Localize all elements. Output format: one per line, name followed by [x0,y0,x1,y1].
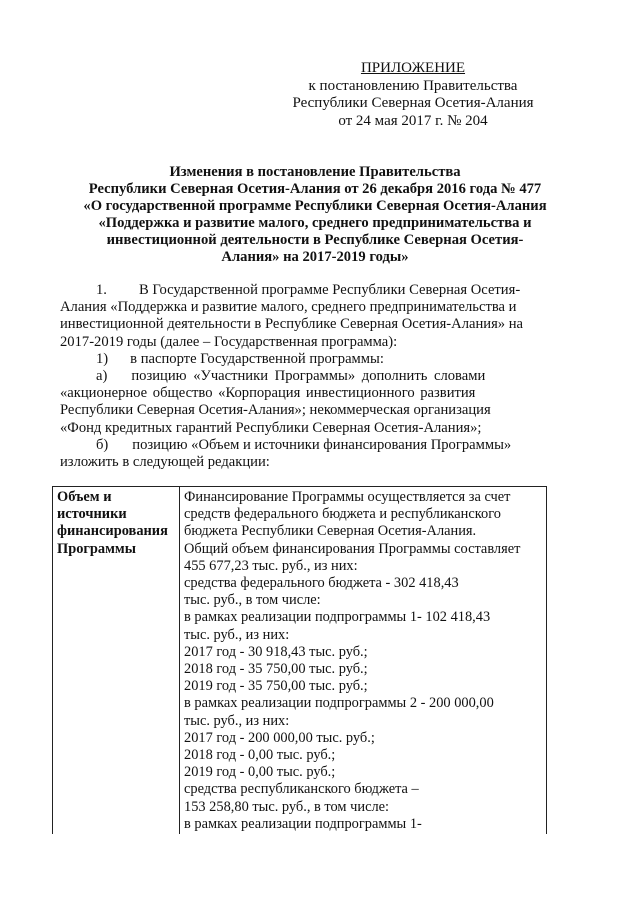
paragraph-1-line: инвестиционной деятельности в Республике Северная Осетия-Алания» на [60,316,524,333]
document-body [60,282,535,471]
table-label-line: Объем и [57,489,112,505]
table-content-line: Общий объем финансирования Программы составляет [184,540,521,557]
financing-table [52,486,547,834]
subitem-b-line [60,437,535,454]
item-text: в паспорте Государственной программы: [130,350,384,367]
paragraph-text: В Государственной программе Республики Северная Осетия- [138,282,521,298]
appendix-line-3: от 24 мая 2017 г. № 204 [338,112,488,129]
subitem-letter: б) [96,436,109,453]
table-content-line: тыс. руб., из них: [184,712,290,729]
paragraph-1-line: Алания «Поддержка и развитие малого, среднего предпринимательства и [60,299,517,316]
heading-line: Республики Северная Осетия-Алания от 26 декабря 2016 года № 477 [88,181,542,197]
subitem-a-line [60,368,535,385]
subitem-a-line: «акционерное общество «Корпорация инвестиционного развития [60,385,476,402]
subitem-a-line: «Фонд кредитных гарантий Республики Северная Осетия-Алания»; [60,419,482,436]
table-content-line: в рамках реализации подпрограммы 1- [184,815,422,832]
appendix-line-1: к постановлению Правительства [308,77,518,94]
table-label-line: источники [57,506,127,523]
table-content-line: 2018 год - 35 750,00 тыс. руб.; [184,661,368,678]
table-content-line: тыс. руб., в том числе: [184,592,321,609]
appendix-line-2: Республики Северная Осетия-Алания [292,95,534,111]
table-content-line: в рамках реализации подпрограммы 2 - 200 000,00 [184,695,494,712]
table-content-line: 2019 год - 35 750,00 тыс. руб.; [184,678,368,695]
table-content-line: средства федерального бюджета - 302 418,43 [184,575,459,592]
table-content-line: Финансирование Программы осуществляется за счет [184,489,511,505]
subitem-a-line: Республики Северная Осетия-Алания»; некоммерческая организация [60,402,491,419]
document-heading [60,164,570,266]
heading-line: «О государственной программе Республики Северная Осетия-Алания [83,198,547,214]
heading-line: Изменения в постановление Правительства [169,164,461,180]
subitem-text: позицию «Участники Программы» дополнить словами [131,368,486,385]
subitem-b-line: изложить в следующей редакции: [60,454,270,471]
appendix-title: ПРИЛОЖЕНИЕ [360,60,466,76]
table-row [53,487,547,835]
table-content-line: 2017 год - 30 918,43 тыс. руб.; [184,643,368,660]
appendix-block [278,60,548,130]
table-content-line: 2018 год - 0,00 тыс. руб.; [184,747,336,764]
subitem-letter: а) [96,368,108,385]
table-content-line: 455 677,23 тыс. руб., из них: [184,557,358,574]
table-content-line: 2017 год - 200 000,00 тыс. руб.; [184,729,375,746]
paragraph-number: 1. [96,282,107,298]
table-content-cell [180,487,547,835]
subitem-text: позицию «Объем и источники финансирования Программы» [132,436,512,453]
heading-line: «Поддержка и развитие малого, среднего предпринимательства и [98,215,532,231]
heading-line: Алания» на 2017-2019 годы» [221,249,409,265]
table-label-line: Программы [57,540,136,557]
table-label-line: финансирования [57,523,168,540]
table-content-line: 2019 год - 0,00 тыс. руб.; [184,764,336,781]
paragraph-1-line: 2017-2019 годы (далее – Государственная программа): [60,333,398,350]
table-content-line: тыс. руб., из них: [184,626,290,643]
table-content-line: 153 258,80 тыс. руб., в том числе: [184,798,390,815]
table-content-line: средства республиканского бюджета – [184,781,419,798]
item-number: 1) [96,350,109,367]
item-1-line [60,351,535,368]
paragraph-1-line [60,282,535,299]
heading-line: инвестиционной деятельности в Республике Северная Осетия- [106,232,524,248]
table-content-line: бюджета Республики Северная Осетия-Алания. [184,523,477,540]
table-content-line: в рамках реализации подпрограммы 1- 102 418,43 [184,609,491,626]
table-label-cell [53,487,180,835]
table-content-line: средств федерального бюджета и республиканского [184,506,501,523]
